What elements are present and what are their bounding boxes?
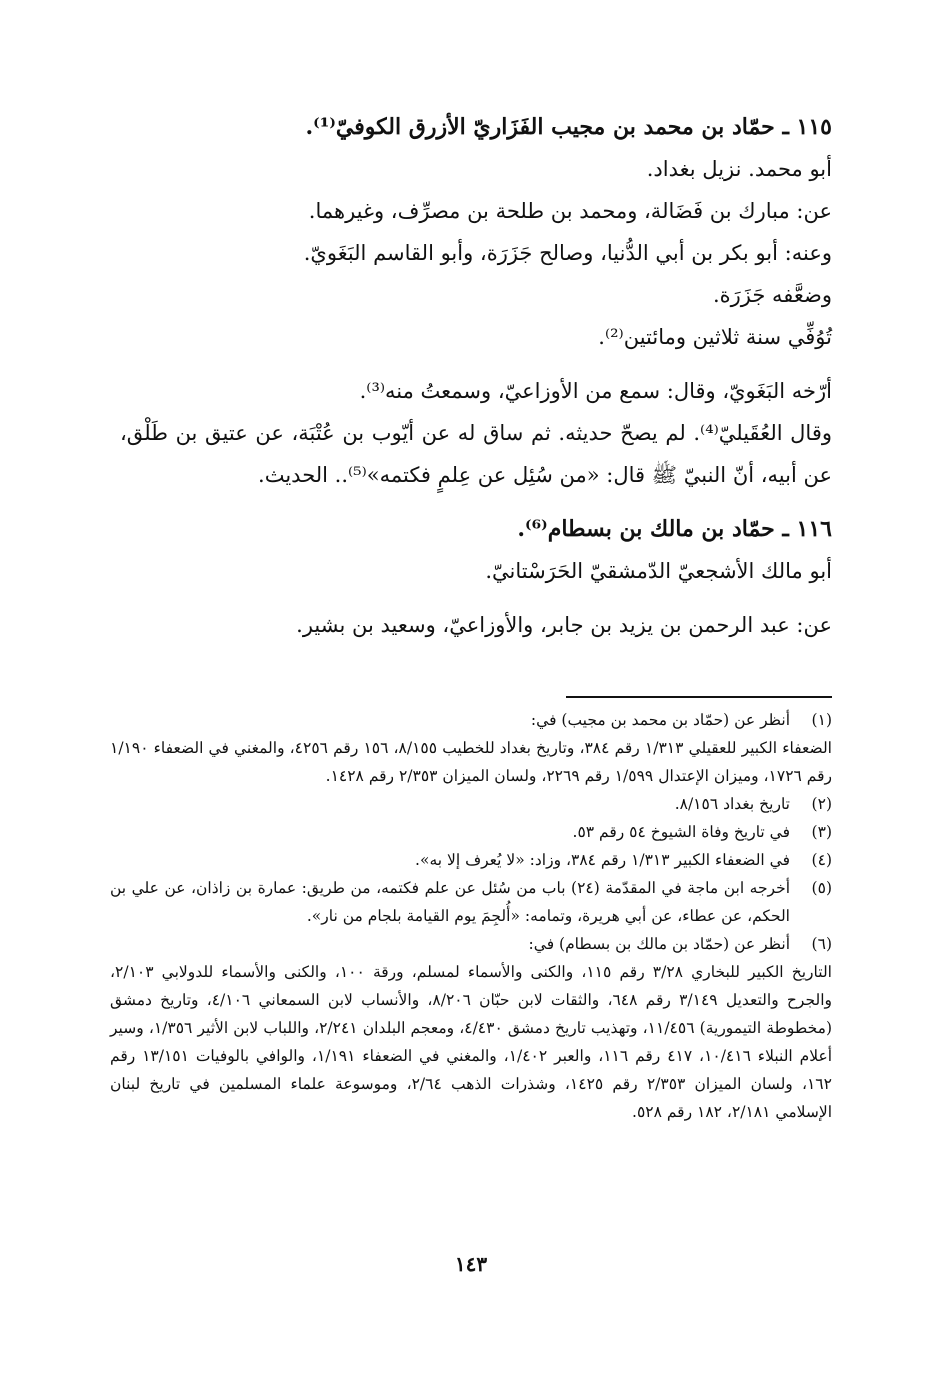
footnote-continuation: التاريخ الكبير للبخاري ٣/٢٨ رقم ١١٥، والكنى والأسماء لمسلم، ورقة ١٠٠، والكنى والأسماء للدولابي ٢/١٠٣، والجرح والتعديل ٣/١٤٩ رقم ٦٤٨، والثقات لابن حبّان ٨/٢٠٦، والأنساب لابن السمعاني ٤/١٠٦، وتاريخ دمشق (مخطوطة التيمورية) ١١/٤٥٦، وتهذيب تاريخ دمشق ٤/٤٣٠، ومعجم البلدان ٢/٢٤١، واللباب لابن الأثير ١/٣٥٦، وسير أعلام النبلاء ١٠/٤١٦، ٤١٧ رقم ١١٦، والعبر ١/٤٠٢، والمغني في الضعفاء ١/١٩١، والوافي بالوفيات ١٣/١٥١ رقم ١٦٢، ولسان الميزان ٢/٣٥٣ رقم ١٤٢٥، وشذرات الذهب ٢/٦٤، وموسوعة علماء المسلمين في تاريخ لبنان الإسلامي ٢/١٨١، ١٨٢ رقم ٥٢٨.: [110, 963, 833, 1121]
paragraph-gap: [120, 358, 832, 370]
page-number: ١٤٣: [454, 1252, 488, 1276]
footnote-continuation: الضعفاء الكبير للعقيلي ١/٣١٣ رقم ٣٨٤، وتاريخ بغداد للخطيب ٨/١٥٥، ١٥٦ رقم ٤٢٥٦، والمغني في الضعفاء ١/١٩٠ رقم ١٧٢٦، وميزان الإعتدال ١/٥٩٩ رقم ٢٢٦٩، ولسان الميزان ٢/٣٥٣ رقم ١٤٢٨.: [110, 739, 832, 785]
entry-line: أبو محمد. نزيل بغداد.: [646, 157, 832, 181]
footnote-text: في الضعفاء الكبير ١/٣١٣ رقم ٣٨٤، وزاد: «لا يُعرف إلا به».: [415, 851, 790, 869]
entry-heading: ١١٦ ـ حمّاد بن مالك بن بسطام⁽⁶⁾.: [517, 516, 832, 542]
footnote-number: (٤): [811, 851, 832, 869]
footnote-number: (٢): [811, 795, 832, 813]
footnote-text: أنظر عن (حمّاد بن محمد بن مجيب) في:: [530, 711, 790, 729]
footnote-number: (٦): [811, 935, 832, 953]
footnote: [110, 790, 832, 818]
footnote-text: أخرجه ابن ماجة في المقدّمة (٢٤) باب من سُئل عن علم فكتمه، من طريق: عمارة بن زاذان، عن علي بن الحكم، عن عطاء، عن أبي هريرة، وتمامه: «أُلجِمَ يوم القيامة بلجام من نار».: [110, 879, 790, 925]
footnote-separator: [566, 696, 832, 698]
entry-line: وعنه: أبو بكر بن أبي الدُّنيا، وصالح جَزَرَة، وأبو القاسم البَغَويّ.: [303, 241, 832, 265]
footnote: [110, 930, 832, 958]
footnote-text: أنظر عن (حمّاد بن مالك بن بسطام) في:: [528, 935, 790, 953]
entry-line: أرّخه البَغَويّ، وقال: سمع من الأوزاعيّ، وسمعتُ منه⁽³⁾.: [359, 379, 832, 403]
entry-heading: ١١٥ ـ حمّاد بن محمد بن مجيب الفَزَاريّ الأزرق الكوفيّ⁽¹⁾.: [305, 114, 832, 140]
entry-paragraph: وقال العُقَيليّ⁽⁴⁾. لم يصحّ حديثه. ثم ساق له عن أيّوب بن عُتْبَة، عن عتيق بن طَلْق، عن أبيه، أنّ النبيّ ﷺ قال: «من سُئِل عن عِلمٍ فكتمه»⁽⁵⁾.. الحديث.: [120, 421, 832, 487]
main-text: [120, 106, 832, 646]
footnote-number: (٥): [811, 879, 832, 897]
footnote: [110, 818, 832, 846]
entry-line: تُوُفِّي سنة ثلاثين ومائتين⁽²⁾.: [598, 325, 832, 349]
entry-line: عن: مبارك بن فَضَالة، ومحمد بن طلحة بن مصرِّف، وغيرهما.: [308, 199, 832, 223]
footnote-number: (١): [811, 711, 832, 729]
entry-line: وضعَّفه جَزَرَة.: [712, 283, 832, 307]
footnote-number: (٣): [811, 823, 832, 841]
paragraph-gap: [120, 592, 832, 604]
entry-line: أبو مالك الأشجعيّ الدّمشقيّ الحَرَسْتانيّ.: [485, 559, 832, 583]
paragraph-gap: [120, 496, 832, 508]
footnote: [110, 706, 832, 734]
entry-line: عن: عبد الرحمن بن يزيد بن جابر، والأوزاعيّ، وسعيد بن بشير.: [296, 613, 832, 637]
footnote-text: في تاريخ وفاة الشيوخ ٥٤ رقم ٥٣.: [572, 823, 790, 841]
footnote-text: تاريخ بغداد ٨/١٥٦.: [674, 795, 790, 813]
footnotes: [110, 706, 832, 1126]
footnote: [110, 846, 832, 874]
footnote: [110, 874, 832, 930]
